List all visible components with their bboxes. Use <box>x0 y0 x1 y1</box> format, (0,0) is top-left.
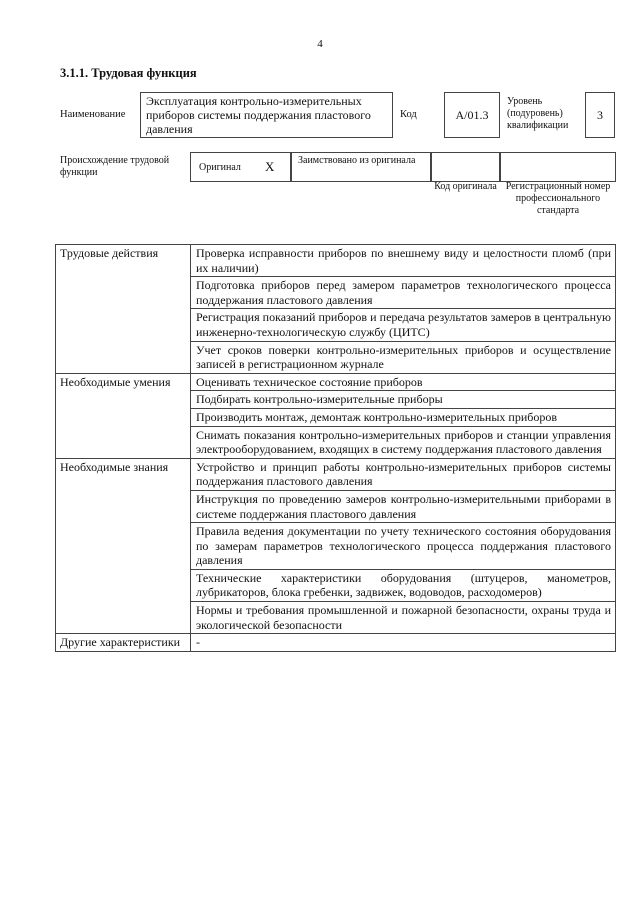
table-cell: Нормы и требования промышленной и пожарной безопасности, охраны труда и экологической безопасности <box>191 602 616 634</box>
table-cell: Правила ведения документации по учету технического состояния оборудования по замерам параметров технологического процесса поддержания пластового давления <box>191 523 616 570</box>
level-value: 3 <box>585 92 615 138</box>
name-label: Наименование <box>60 109 126 120</box>
table-cell: Подготовка приборов перед замером параметров технологического процесса поддержания пластового давления <box>191 277 616 309</box>
origin-label: Происхождение трудовой функции <box>60 155 170 178</box>
table-cell: Технические характеристики оборудования (штуцеров, манометров, лубрикаторов, блока гребенки, задвижек, водоводов, расходомеров) <box>191 569 616 601</box>
page-number: 4 <box>317 38 323 50</box>
code-label: Код <box>400 109 417 120</box>
origin-original-cell <box>190 152 291 182</box>
table-cell: Оценивать техническое состояние приборов <box>191 373 616 391</box>
table-cell: Устройство и принцип работы контрольно-измерительных приборов системы поддержания пластового давления <box>191 458 616 490</box>
table-cell: Проверка исправности приборов по внешнему виду и целостности пломб (при их наличии) <box>191 245 616 277</box>
table-row <box>56 458 616 490</box>
original-label: Оригинал <box>199 162 241 173</box>
table-cell: Снимать показания контрольно-измерительных приборов и станции управления электрооборудованием, входящих в систему поддержания пластового давления <box>191 426 616 458</box>
borrowed-label: Заимствовано из оригинала <box>298 155 416 166</box>
function-details-table <box>55 244 616 652</box>
original-mark: X <box>265 159 275 174</box>
code-caption: Код оригинала <box>434 181 497 192</box>
row-header: Необходимые знания <box>56 458 191 634</box>
table-cell: Инструкция по проведению замеров контрольно-измерительными приборами в системе поддержания пластового давления <box>191 490 616 522</box>
function-name-value: Эксплуатация контрольно-измерительных приборов системы поддержания пластового давления <box>140 92 393 138</box>
row-header: Необходимые умения <box>56 373 191 458</box>
row-header: Трудовые действия <box>56 245 191 374</box>
origin-code-cell <box>431 152 500 182</box>
section-title: 3.1.1. Трудовая функция <box>60 66 197 80</box>
reg-caption: Регистрационный номер профессионального стандарта <box>505 181 611 216</box>
origin-reg-cell <box>500 152 616 182</box>
table-cell: Подбирать контрольно-измерительные приборы <box>191 391 616 409</box>
table-row <box>56 245 616 277</box>
level-label: Уровень (подуровень) квалификации <box>507 96 569 131</box>
table-row <box>56 634 616 652</box>
table-cell: Учет сроков поверки контрольно-измерительных приборов и осуществление записей в регистрационном журнале <box>191 341 616 373</box>
origin-borrowed-cell <box>291 152 431 182</box>
table-cell: Производить монтаж, демонтаж контрольно-измерительных приборов <box>191 408 616 426</box>
table-row <box>56 373 616 391</box>
table-cell: Регистрация показаний приборов и передача результатов замеров в центральную инженерно-технологическую службу (ЦИТС) <box>191 309 616 341</box>
row-header: Другие характеристики <box>56 634 191 652</box>
table-cell: - <box>191 634 616 652</box>
function-code-value: А/01.3 <box>444 92 500 138</box>
